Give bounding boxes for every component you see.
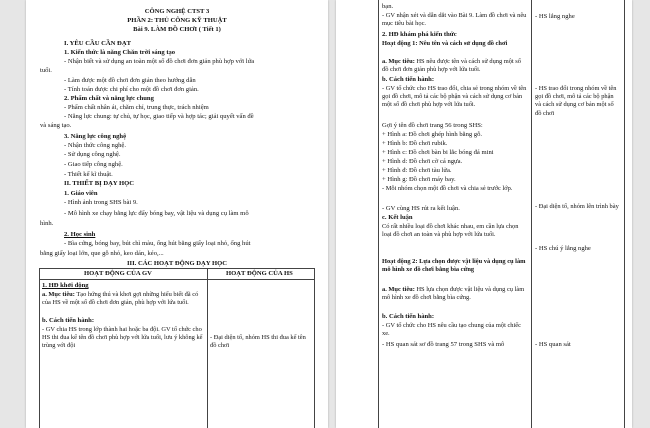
procedure-text: - GV chia HS trong lớp thành hai hoặc ba đội. GV tổ chức cho HS thi đua kể tên đồ chơi phù hợp với lứa tuổi, lưu ý không kể trùng với đội — [42, 326, 203, 350]
body-line: - Mỗi nhóm chọn một đồ chơi và chia sẻ trước lớp. — [382, 185, 513, 192]
document-page-right — [336, 0, 632, 428]
doc-title: CÔNG NGHỆ CTST 3 — [144, 8, 210, 15]
objective-text: a. Mục tiêu: HS nêu được tên và cách sử dụng một số đồ chơi đơn giản phù hợp với lứa tuổi. — [382, 58, 521, 74]
conclusion-text: Có rất nhiều loại đồ chơi khác nhau, em cần lựa chọn loại đồ chơi an toàn và phù hợp với lứa tuổi. — [382, 223, 519, 239]
section-heading: II. THIẾT BỊ DẠY HỌC — [64, 180, 135, 187]
body-line: Gợi ý tên đồ chơi trang 56 trong SHS: — [382, 122, 483, 129]
activity-title: Hoạt động 2: Lựa chọn được vật liệu và dụng cụ làm mô hình xe đồ chơi bằng bìa cứng — [382, 258, 526, 274]
body-line: - Sử dụng công nghệ. — [64, 151, 121, 158]
table-header-teacher: HOẠT ĐỘNG CỦA GV — [84, 270, 152, 277]
document-page-left — [26, 0, 328, 428]
conclusion-heading: c. Kết luận — [382, 214, 413, 221]
activity-title: Hoạt động 1: Nêu tên và cách sử dụng đồ chơi — [382, 40, 508, 47]
body-line: bạn. — [382, 3, 394, 10]
student-activity: - HS chú ý lắng nghe — [535, 245, 591, 252]
body-line: và sáng tạo. — [40, 122, 72, 129]
body-line: - Thiết kế kĩ thuật. — [64, 171, 113, 178]
student-activity: - HS trao đổi trong nhóm về tên gọi đồ chơi, mô tả các bộ phận và cách sử dụng cơ bản một số đồ chơi — [535, 85, 617, 117]
subsection-heading: 2. Học sinh — [64, 231, 96, 238]
list-item: + Hình d: Đồ chơi cờ cá ngựa. — [382, 158, 463, 165]
body-line: - Tính toán được chi phí cho một đồ chơi đơn giản. — [64, 86, 199, 93]
procedure-text: - GV tổ chức cho HS trao đổi, chia sẻ trong nhóm về tên gọi đồ chơi, mô tả các bộ phận và cách sử dụng cơ bản một số đồ chơi phù hợp với lứa tuổi. — [382, 85, 527, 109]
subsection-heading: 3. Năng lực công nghệ — [64, 133, 127, 140]
student-activity: - Đại diện tổ, nhóm lên trình bày — [535, 203, 619, 210]
objective-text: a. Mục tiêu: Tạo hứng thú và khơi gợi những hiểu biết đã có của HS về một số đồ chơi đơn giản, phù hợp với lứa tuổi. — [42, 291, 199, 307]
body-line: - Làm được một đồ chơi đơn giản theo hướng dẫn — [64, 77, 196, 84]
body-line: tuổi. — [40, 67, 52, 74]
list-item: + Hình a: Đồ chơi ghép hình bằng gỗ. — [382, 131, 483, 138]
body-line: - Bìa cứng, bóng bay, bút chì màu, ống hút bằng giấy loại nhỏ, ống hút — [64, 240, 251, 247]
body-line: - Năng lực chung: tự chủ, tự học, giao tiếp và hợp tác; giải quyết vấn đề — [64, 113, 254, 120]
list-item: + Hình c: Đồ chơi bàn bi lắc bóng đá mini — [382, 149, 494, 156]
list-item: + Hình đ: Đồ chơi tàu lửa. — [382, 167, 452, 174]
procedure-heading: b. Cách tiến hành: — [42, 317, 95, 324]
procedure-text: - HS quan sát sơ đồ trang 57 trong SHS và mô — [382, 341, 505, 348]
body-line: - Nhận biết và sử dụng an toàn một số đồ chơi đơn giản phù hợp với lứa — [64, 58, 255, 65]
procedure-text: - GV tổ chức cho HS nêu cầu tạo chung của một chiếc xe. — [382, 322, 521, 338]
procedure-heading: b. Cách tiến hành: — [382, 313, 435, 320]
procedure-heading: b. Cách tiến hành: — [382, 76, 435, 83]
body-line: - GV nhận xét và dẫn dắt vào Bài 9. Làm đồ chơi và nêu mục tiêu bài học. — [382, 12, 527, 28]
body-line: - Phẩm chất nhân ái, chăm chỉ, trung thực, trách nhiệm — [64, 104, 209, 111]
student-activity: - Đại diện tổ, nhóm HS thi đua kể tên đồ chơi — [210, 334, 306, 350]
body-line: - GV cùng HS rút ra kết luận. — [382, 205, 460, 212]
body-line: - Hình ảnh trong SHS bài 9. — [64, 199, 138, 206]
part-title: PHẦN 2: THỦ CÔNG KỸ THUẬT — [127, 17, 227, 24]
body-line: - Giao tiếp công nghệ. — [64, 161, 123, 168]
body-line: - Mô hình xe chạy bằng lực đẩy bóng bay, vật liệu và dụng cụ làm mô — [64, 210, 249, 217]
subsection-heading: 1. Kiến thức là năng Chăn trời sáng tạo — [64, 49, 176, 56]
subsection-heading: 1. Giáo viên — [64, 190, 98, 197]
body-line: hình. — [40, 220, 54, 227]
list-item: + Hình g: Đồ chơi máy bay. — [382, 176, 456, 183]
section-heading: III. CÁC HOẠT ĐỘNG DẠY HỌC — [126, 260, 227, 267]
objective-text: a. Mục tiêu: HS lựa chọn được vật liệu và dụng cụ làm mô hình xe đồ chơi bằng bìa cứng. — [382, 286, 525, 302]
body-line: bằng giấy loại lớn, que gỗ nhỏ, keo dán, kéo,... — [40, 250, 164, 257]
activity-heading: 2. HĐ khám phá kiến thức — [382, 31, 457, 38]
activity-heading: 1. HĐ khởi động — [42, 282, 89, 289]
list-item: + Hình b: Đồ chơi rubik. — [382, 140, 448, 147]
lesson-title: Bài 9. LÀM ĐỒ CHƠI ( Tiết 1) — [133, 26, 221, 33]
body-line: - Nhận thức công nghệ. — [64, 142, 126, 149]
student-activity: - HS quan sát — [535, 341, 571, 348]
student-activity: - HS lắng nghe — [535, 13, 575, 20]
subsection-heading: 2. Phẩm chất và năng lực chung — [64, 95, 154, 102]
section-heading: I. YÊU CẦU CẦN ĐẠT — [64, 40, 131, 47]
table-header-student: HOẠT ĐỘNG CỦA HS — [226, 270, 293, 277]
